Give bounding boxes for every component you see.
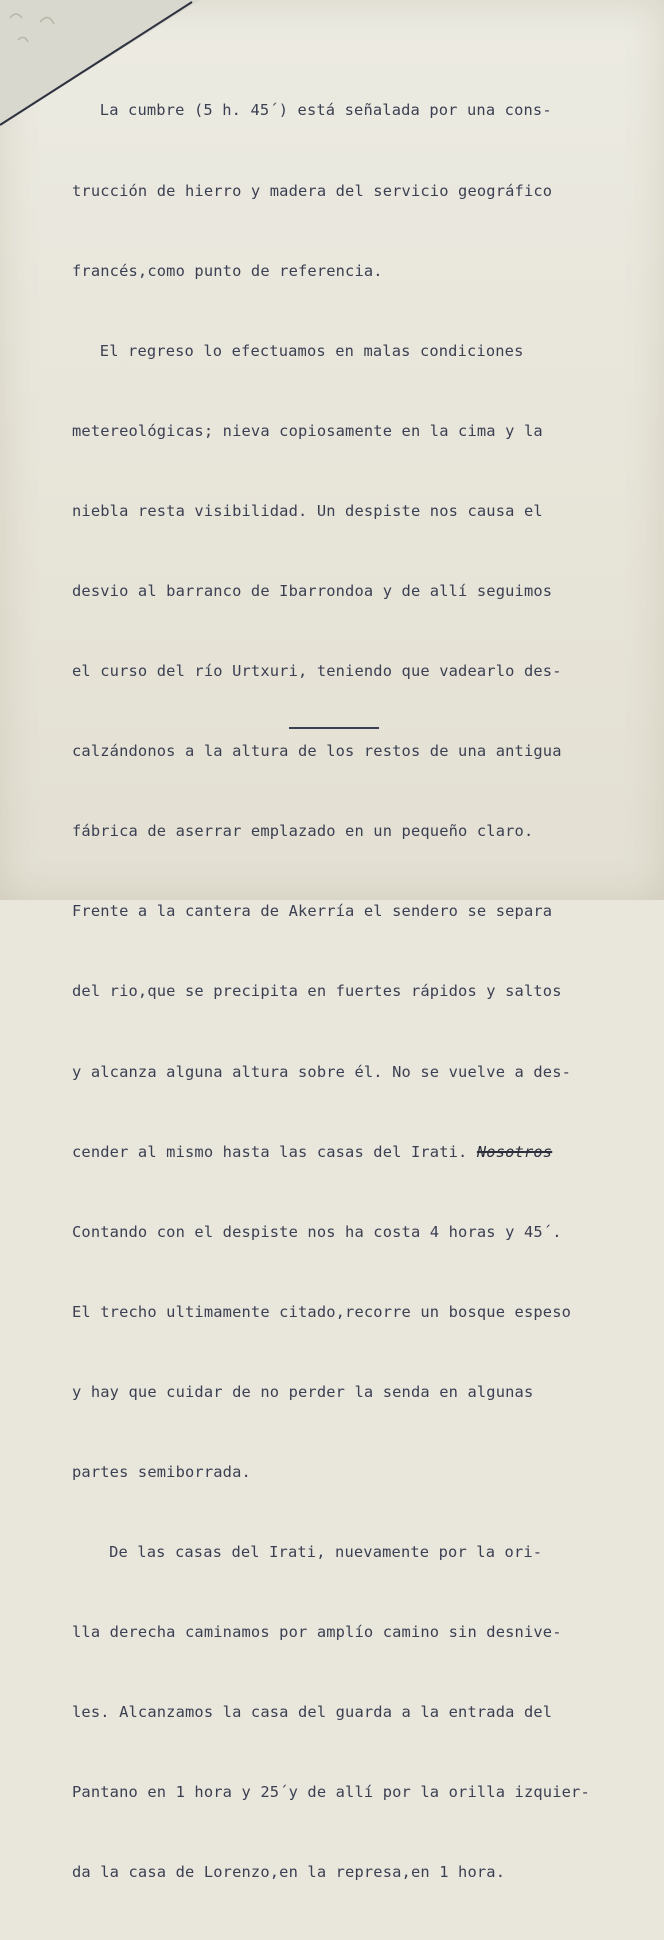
text-line (72, 1459, 662, 1486)
text-line (72, 898, 662, 925)
text-line (72, 658, 662, 685)
text-line (72, 498, 662, 525)
text-line (72, 578, 662, 605)
line-text: el curso del río Urtxuri, teniendo que vadearlo des- (72, 662, 562, 681)
line-text: metereológicas; nieva copiosamente en la cima y la (72, 421, 543, 440)
text-line (72, 1619, 662, 1646)
text-line (72, 978, 662, 1005)
line-text: francés,como punto de referencia. (72, 261, 383, 280)
text-line (72, 1539, 662, 1566)
text-line (72, 418, 662, 445)
line-text: y alcanza alguna altura sobre él. No se vuelve a des- (72, 1062, 572, 1081)
text-line (72, 97, 662, 124)
text-line (72, 1299, 662, 1326)
text-line (72, 738, 662, 765)
struck-word: Nosotros (476, 1142, 553, 1161)
line-text: fábrica de aserrar emplazado en un pequeño claro. (72, 822, 534, 841)
line-text: cender al mismo hasta las casas del Irati. (72, 1142, 477, 1161)
line-text: El trecho ultimamente citado,recorre un bosque espeso (72, 1302, 572, 1321)
line-text: Contando con el despiste nos ha costa 4 horas y 45´. (72, 1222, 562, 1241)
line-text: del rio,que se precipita en fuertes rápidos y saltos (72, 982, 562, 1001)
text-line (72, 1859, 662, 1886)
text-line (72, 1379, 662, 1406)
line-text: partes semiborrada. (72, 1463, 251, 1481)
closing-rule (289, 727, 379, 729)
text-line (72, 818, 662, 845)
line-text: La cumbre (5 h. 45´) está señalada por una cons- (99, 101, 552, 120)
line-text: niebla resta visibilidad. Un despiste nos causa el (72, 501, 543, 520)
line-text: les. Alcanzamos la casa del guarda a la entrada del (72, 1703, 553, 1722)
line-text: Pantano en 1 hora y 25´y de allí por la orilla izquier- (72, 1783, 590, 1802)
line-text: El regreso lo efectuamos en malas condiciones (99, 341, 524, 360)
text-line (72, 1059, 662, 1086)
text-line (72, 1699, 662, 1726)
text-line (72, 1779, 662, 1806)
text-line (72, 338, 662, 365)
line-text: desvio al barranco de Ibarrondoa y de allí seguimos (72, 581, 553, 600)
line-text: da la casa de Lorenzo,en la represa,en 1 hora. (72, 1863, 506, 1882)
text-line (72, 1139, 662, 1166)
text-line (72, 1219, 662, 1246)
line-text: trucción de hierro y madera del servicio geográfico (72, 181, 553, 200)
line-text: y hay que cuidar de no perder la senda en algunas (72, 1382, 534, 1401)
line-text: Frente a la cantera de Akerría el sendero se separa (72, 902, 553, 921)
line-text: calzándonos a la altura de los restos de una antigua (72, 742, 562, 761)
text-line (72, 258, 662, 285)
text-line (72, 178, 662, 205)
line-text: lla derecha caminamos por amplío camino sin desnive- (72, 1623, 562, 1642)
typewritten-text (72, 44, 662, 1940)
line-text: De las casas del Irati, nuevamente por la ori- (109, 1543, 543, 1562)
